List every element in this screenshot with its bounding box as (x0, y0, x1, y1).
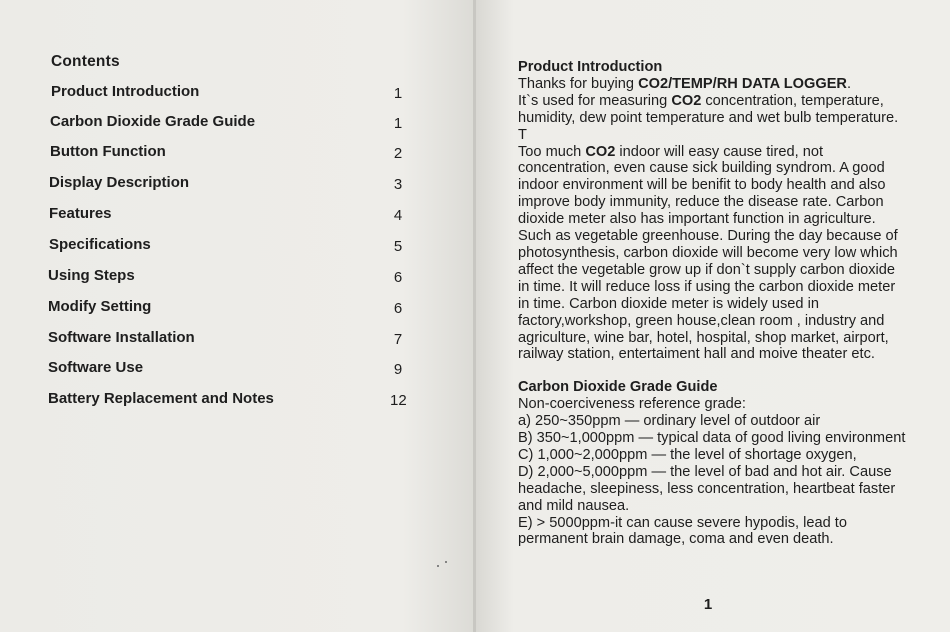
grade-line: E) > 5000ppm-it can cause severe hypodis, lead to permanent brain damage, coma and even death. (518, 514, 847, 548)
toc-entry-page: 4 (393, 207, 403, 224)
toc-entry-page: 6 (393, 300, 403, 317)
grade-line: C) 1,000~2,000ppm — the level of shortage oxygen, (518, 446, 857, 463)
toc-entry-title: Carbon Dioxide Grade Guide (50, 113, 256, 130)
contents-heading: Contents (51, 53, 120, 70)
toc-entry-title: Modify Setting (48, 298, 152, 315)
print-speck (445, 561, 447, 563)
toc-entry (0, 236, 474, 258)
toc-entry (0, 329, 474, 351)
toc-entry-title: Display Description (49, 174, 190, 191)
toc-entry-title: Software Use (48, 359, 144, 376)
grade-heading: Carbon Dioxide Grade Guide (518, 379, 718, 396)
toc-entry (0, 359, 474, 381)
toc-entry (0, 174, 474, 196)
print-speck (437, 565, 439, 567)
toc-entry-page: 12 (390, 392, 407, 409)
intro-heading: Product Introduction (518, 59, 663, 75)
toc-entry-page: 9 (393, 361, 403, 378)
toc-entry (0, 390, 474, 412)
toc-entry-page: 7 (393, 331, 403, 348)
grade-line: D) 2,000~5,000ppm — the level of bad and hot air. Cause headache, sleepiness, less concentration, heartbeat faster and mild nausea. (518, 463, 896, 514)
toc-entry-title: Button Function (50, 143, 166, 160)
toc-entry-page: 5 (393, 238, 403, 255)
toc-entry (0, 205, 474, 227)
toc-entry (0, 298, 474, 320)
toc-entry-page: 2 (393, 145, 403, 162)
toc-entry (0, 143, 474, 165)
page-number: 1 (703, 596, 713, 613)
toc-entry-title: Product Introduction (51, 83, 200, 100)
intro-paragraph-thanks: Thanks for buying CO2/TEMP/RH DATA LOGGER. (518, 75, 852, 92)
toc-entry-page: 1 (393, 115, 403, 132)
grade-line: Non-coerciveness reference grade: (518, 396, 746, 413)
table-of-contents (0, 0, 474, 632)
toc-entry-page: 6 (393, 269, 403, 286)
toc-entry-title: Features (49, 205, 112, 222)
toc-entry (0, 83, 474, 105)
toc-entry-page: 3 (393, 176, 403, 193)
toc-entry (0, 113, 474, 135)
toc-entry-page: 1 (393, 85, 403, 102)
toc-entry (0, 267, 474, 289)
intro-paragraph-body: Too much CO2 indoor will easy cause tired, not concentration, even cause sick building syndrom. A good indoor environment will be benifit to body health and also improve body immunity, reduce the disease rate. Carbon dioxide meter also has important function in agriculture. Such as vegetable greenhouse. During the day because of photosynthesis, carbon dioxide will become very low which affect the vegetable grow up if don`t supply carbon dioxide in time. It will reduce loss if using the carbon dioxide meter in time. Carbon dioxide meter is widely used in factory,workshop, green house,clean room , industry and agriculture, wine bar, hotel, hospital, shop market, airport, railway station, entertaiment hall and moive theater etc. (518, 143, 898, 363)
left-page (0, 0, 474, 632)
intro-paragraph-usage: It`s used for measuring CO2 concentration, temperature, humidity, dew point temperature and wet bulb temperature. T (518, 92, 899, 143)
toc-entry-title: Software Installation (48, 329, 195, 346)
grade-line: B) 350~1,000ppm — typical data of good living environment (518, 430, 906, 447)
toc-entry-title: Battery Replacement and Notes (48, 390, 274, 407)
toc-entry-title: Using Steps (48, 267, 135, 284)
page-content (518, 59, 910, 548)
grade-line: a) 250~350ppm — ordinary level of outdoor air (518, 413, 821, 430)
toc-entry-title: Specifications (49, 236, 151, 253)
